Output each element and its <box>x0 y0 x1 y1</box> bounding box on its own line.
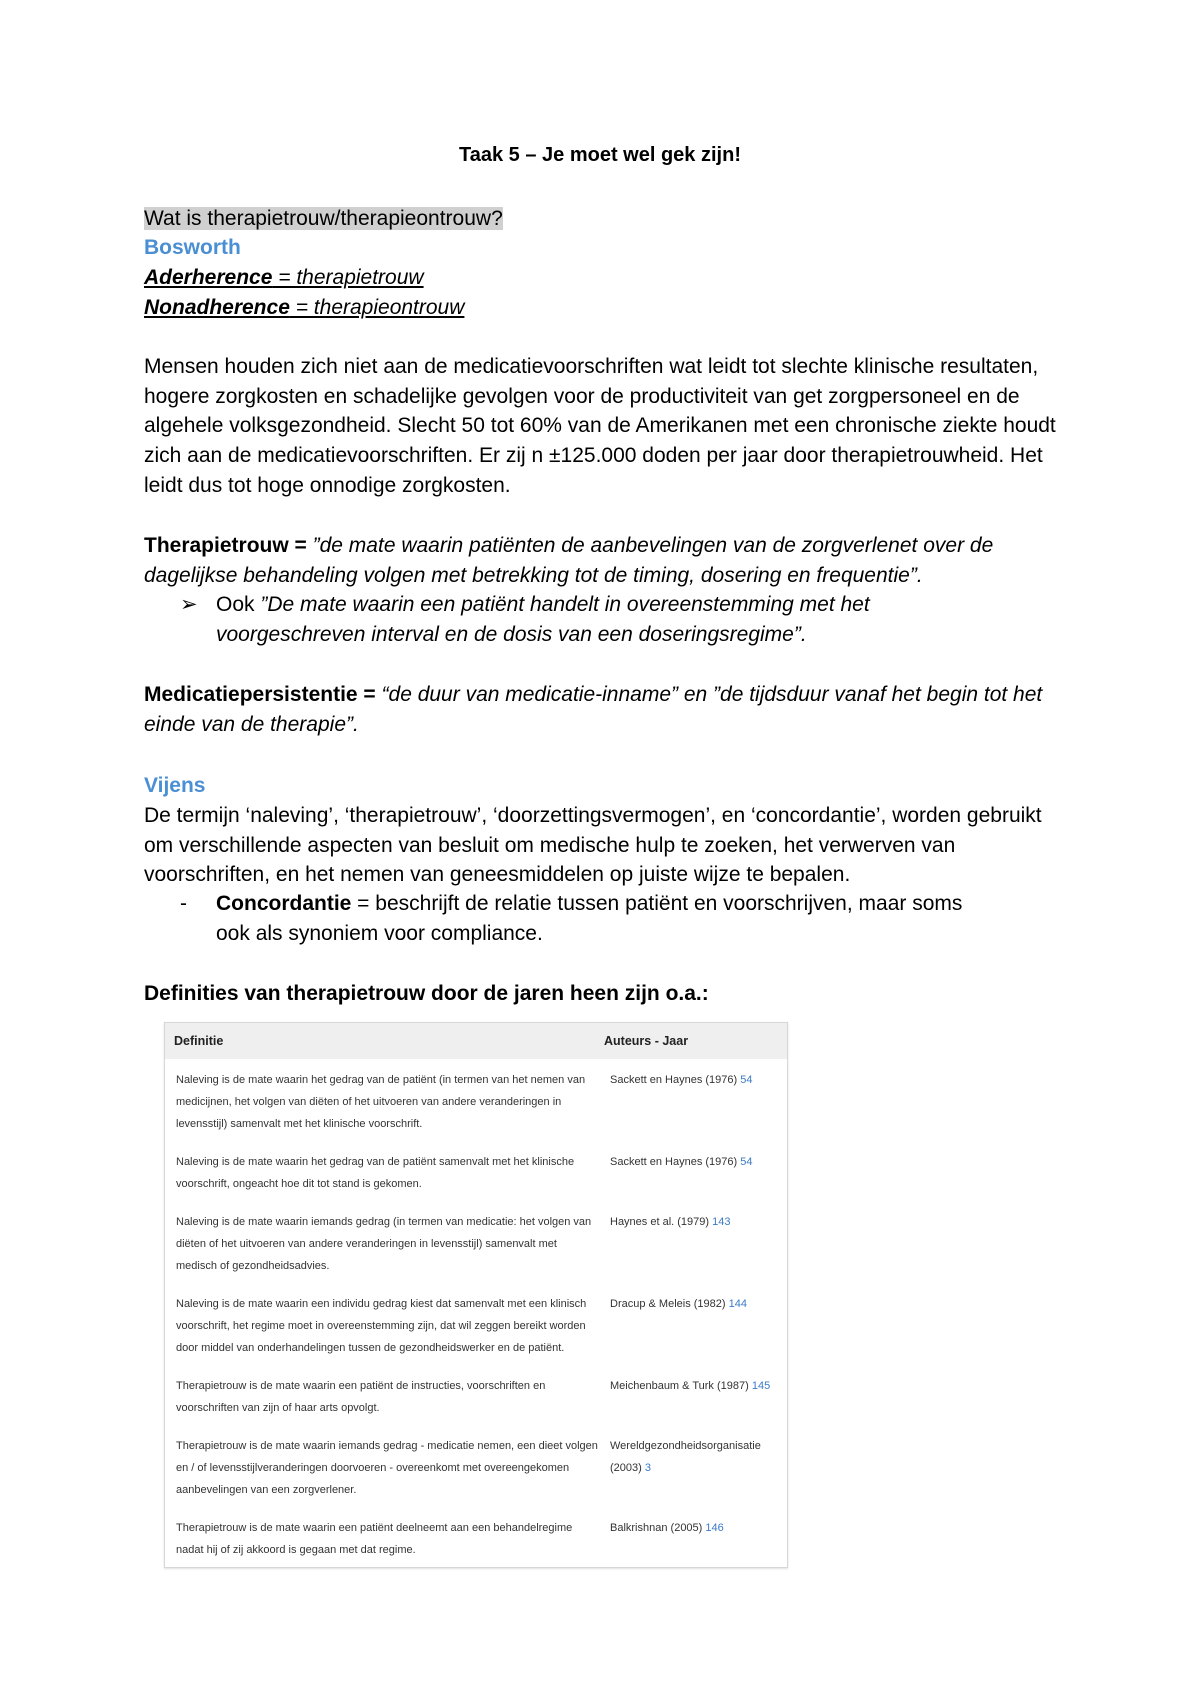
table-row <box>165 1201 787 1283</box>
header-definitie: Definitie <box>174 1034 224 1048</box>
definition-cell: Naleving is de mate waarin iemands gedrag (in termen van medicatie: het volgen van diëten of het uitvoeren van andere veranderingen in levensstijl) samenvalt met medisch of gezondheidsadvies. <box>176 1216 592 1272</box>
therapietrouw-text: ”de mate waarin patiënten de aanbevelingen van de zorgverlenet over de dagelijkse behandeling volgen met betrekking tot de timing, dosering en frequentie”. <box>144 534 994 587</box>
nonadherence-def: = therapieontrouw <box>289 296 465 319</box>
definition-cell: Therapietrouw is de mate waarin een patiënt deelneemt aan een behandelregime nadat hij of zij akkoord is gegaan met dat regime. <box>176 1522 573 1556</box>
definition-cell: Naleving is de mate waarin het gedrag van de patiënt samenvalt met het klinische voorschrift, ongeacht hoe dit tot stand is gekomen. <box>176 1156 575 1190</box>
bullet-def: ”De mate waarin een patiënt handelt in overeenstemming met het voorgeschreven interval en de dosis van een doseringsregime”. <box>216 593 870 646</box>
table-row <box>165 1059 787 1141</box>
author-text: Haynes et al. (1979) <box>610 1216 713 1228</box>
adherence-def: = therapietrouw <box>272 266 424 289</box>
definition-cell: Therapietrouw is de mate waarin iemands gedrag - medicatie nemen, een dieet volgen en / of levensstijlveranderingen doorvoeren - overeenkomt met overeengekomen aanbevelingen van een zorgverlener. <box>176 1440 598 1496</box>
vijens-heading: Vijens <box>144 774 206 797</box>
page-title: Taak 5 – Je moet wel gek zijn! <box>459 144 741 166</box>
definition-cell: Therapietrouw is de mate waarin een patiënt de instructies, voorschriften en voorschriften van zijn of haar arts opvolgt. <box>176 1380 546 1414</box>
reference-link[interactable]: 144 <box>728 1298 747 1310</box>
author-text: Balkrishnan (2005) <box>610 1522 706 1534</box>
persistentie-definition <box>144 680 1056 739</box>
table-body <box>165 1059 787 1567</box>
question-heading <box>144 204 503 234</box>
author-cell <box>610 1435 775 1501</box>
nonadherence-term: Nonadherence <box>144 296 290 319</box>
author-cell <box>610 1211 775 1277</box>
bosworth-heading: Bosworth <box>144 236 241 259</box>
table-row <box>165 1507 787 1567</box>
definities-heading: Definities van therapietrouw door de jaren heen zijn o.a.: <box>144 982 709 1005</box>
author-cell <box>610 1151 775 1195</box>
persistentie-text: “de duur van medicatie-inname” en ”de tijdsduur vanaf het begin tot het einde van de therapie”. <box>144 683 1043 736</box>
definition-cell: Naleving is de mate waarin een individu gedrag kiest dat samenvalt met een klinisch voorschrift, het regime moet in overeenstemming zijn, dat wil zeggen bereikt worden door middel van onderhandelingen tussen de gezondheidswerker en de patiënt. <box>176 1298 587 1354</box>
definition-cell: Naleving is de mate waarin het gedrag van de patiënt (in termen van het nemen van medicijnen, het volgen van diëten of het uitvoeren van andere veranderingen in levensstijl) samenvalt met het klinische voorschrift. <box>176 1074 586 1130</box>
adherence-line <box>144 263 424 293</box>
arrow-bullet-icon: ➢ <box>180 593 198 616</box>
reference-link[interactable]: 54 <box>740 1074 753 1086</box>
author-text: Meichenbaum & Turk (1987) <box>610 1380 752 1392</box>
definitions-table <box>164 1022 788 1568</box>
author-text: Wereldgezondheidsorganisatie (2003) <box>610 1440 761 1474</box>
reference-link[interactable]: 145 <box>751 1380 771 1392</box>
bosworth-paragraph: Mensen houden zich niet aan de medicatievoorschriften wat leidt tot slechte klinische resultaten, hogere zorgkosten en schadelijke gevolgen voor de productiviteit van get zorgpersoneel en de algehele volksgezondheid. Slecht 50 tot 60% van de Amerikanen met een chronische ziekte houdt zich aan de medicatievoorschriften. Er zij n ±125.000 doden per jaar door therapietrouwheid. Het leidt dus tot hoge onnodige zorgkosten. <box>144 355 1056 497</box>
table-row <box>165 1425 787 1507</box>
author-cell <box>610 1293 775 1359</box>
dash-bullet: - <box>180 892 187 915</box>
author-cell <box>610 1517 775 1561</box>
author-cell <box>610 1069 775 1135</box>
author-text: Sackett en Haynes (1976) <box>610 1156 741 1168</box>
author-text: Dracup & Meleis (1982) <box>610 1298 729 1310</box>
author-text: Sackett en Haynes (1976) <box>610 1074 741 1086</box>
nonadherence-line <box>144 293 464 323</box>
adherence-term: Aderherence <box>144 266 273 289</box>
concordantie-label: Concordantie <box>216 892 352 915</box>
therapietrouw-definition <box>144 531 1056 590</box>
table-row <box>165 1141 787 1201</box>
reference-link[interactable]: 143 <box>712 1216 731 1228</box>
highlighted-question: Wat is therapietrouw/therapieontrouw? <box>144 207 503 230</box>
therapietrouw-label: Therapietrouw = <box>144 534 313 557</box>
bullet-text <box>216 590 996 649</box>
vijens-paragraph: De termijn ‘naleving’, ‘therapietrouw’, ‘doorzettingsvermogen’, en ‘concordantie’, worden gebruikt om verschillende aspecten van besluit om medische hulp te zoeken, het verwerven van voorschriften, en het nemen van geneesmiddelen op juiste wijze te bepalen. <box>144 804 1042 887</box>
author-cell <box>610 1375 775 1419</box>
header-auteurs: Auteurs - Jaar <box>604 1034 689 1048</box>
concordantie-def: = beschrijft de relatie tussen patiënt en voorschrijven, maar soms ook als synoniem voor compliance. <box>216 892 963 945</box>
table-row <box>165 1283 787 1365</box>
table-header <box>165 1023 787 1059</box>
bullet-lead: Ook <box>216 593 261 616</box>
reference-link[interactable]: 54 <box>740 1156 753 1168</box>
reference-link[interactable]: 3 <box>644 1462 651 1474</box>
table-row <box>165 1365 787 1425</box>
reference-link[interactable]: 146 <box>705 1522 724 1534</box>
persistentie-label: Medicatiepersistentie = <box>144 683 382 706</box>
concordantie-text <box>216 889 996 948</box>
